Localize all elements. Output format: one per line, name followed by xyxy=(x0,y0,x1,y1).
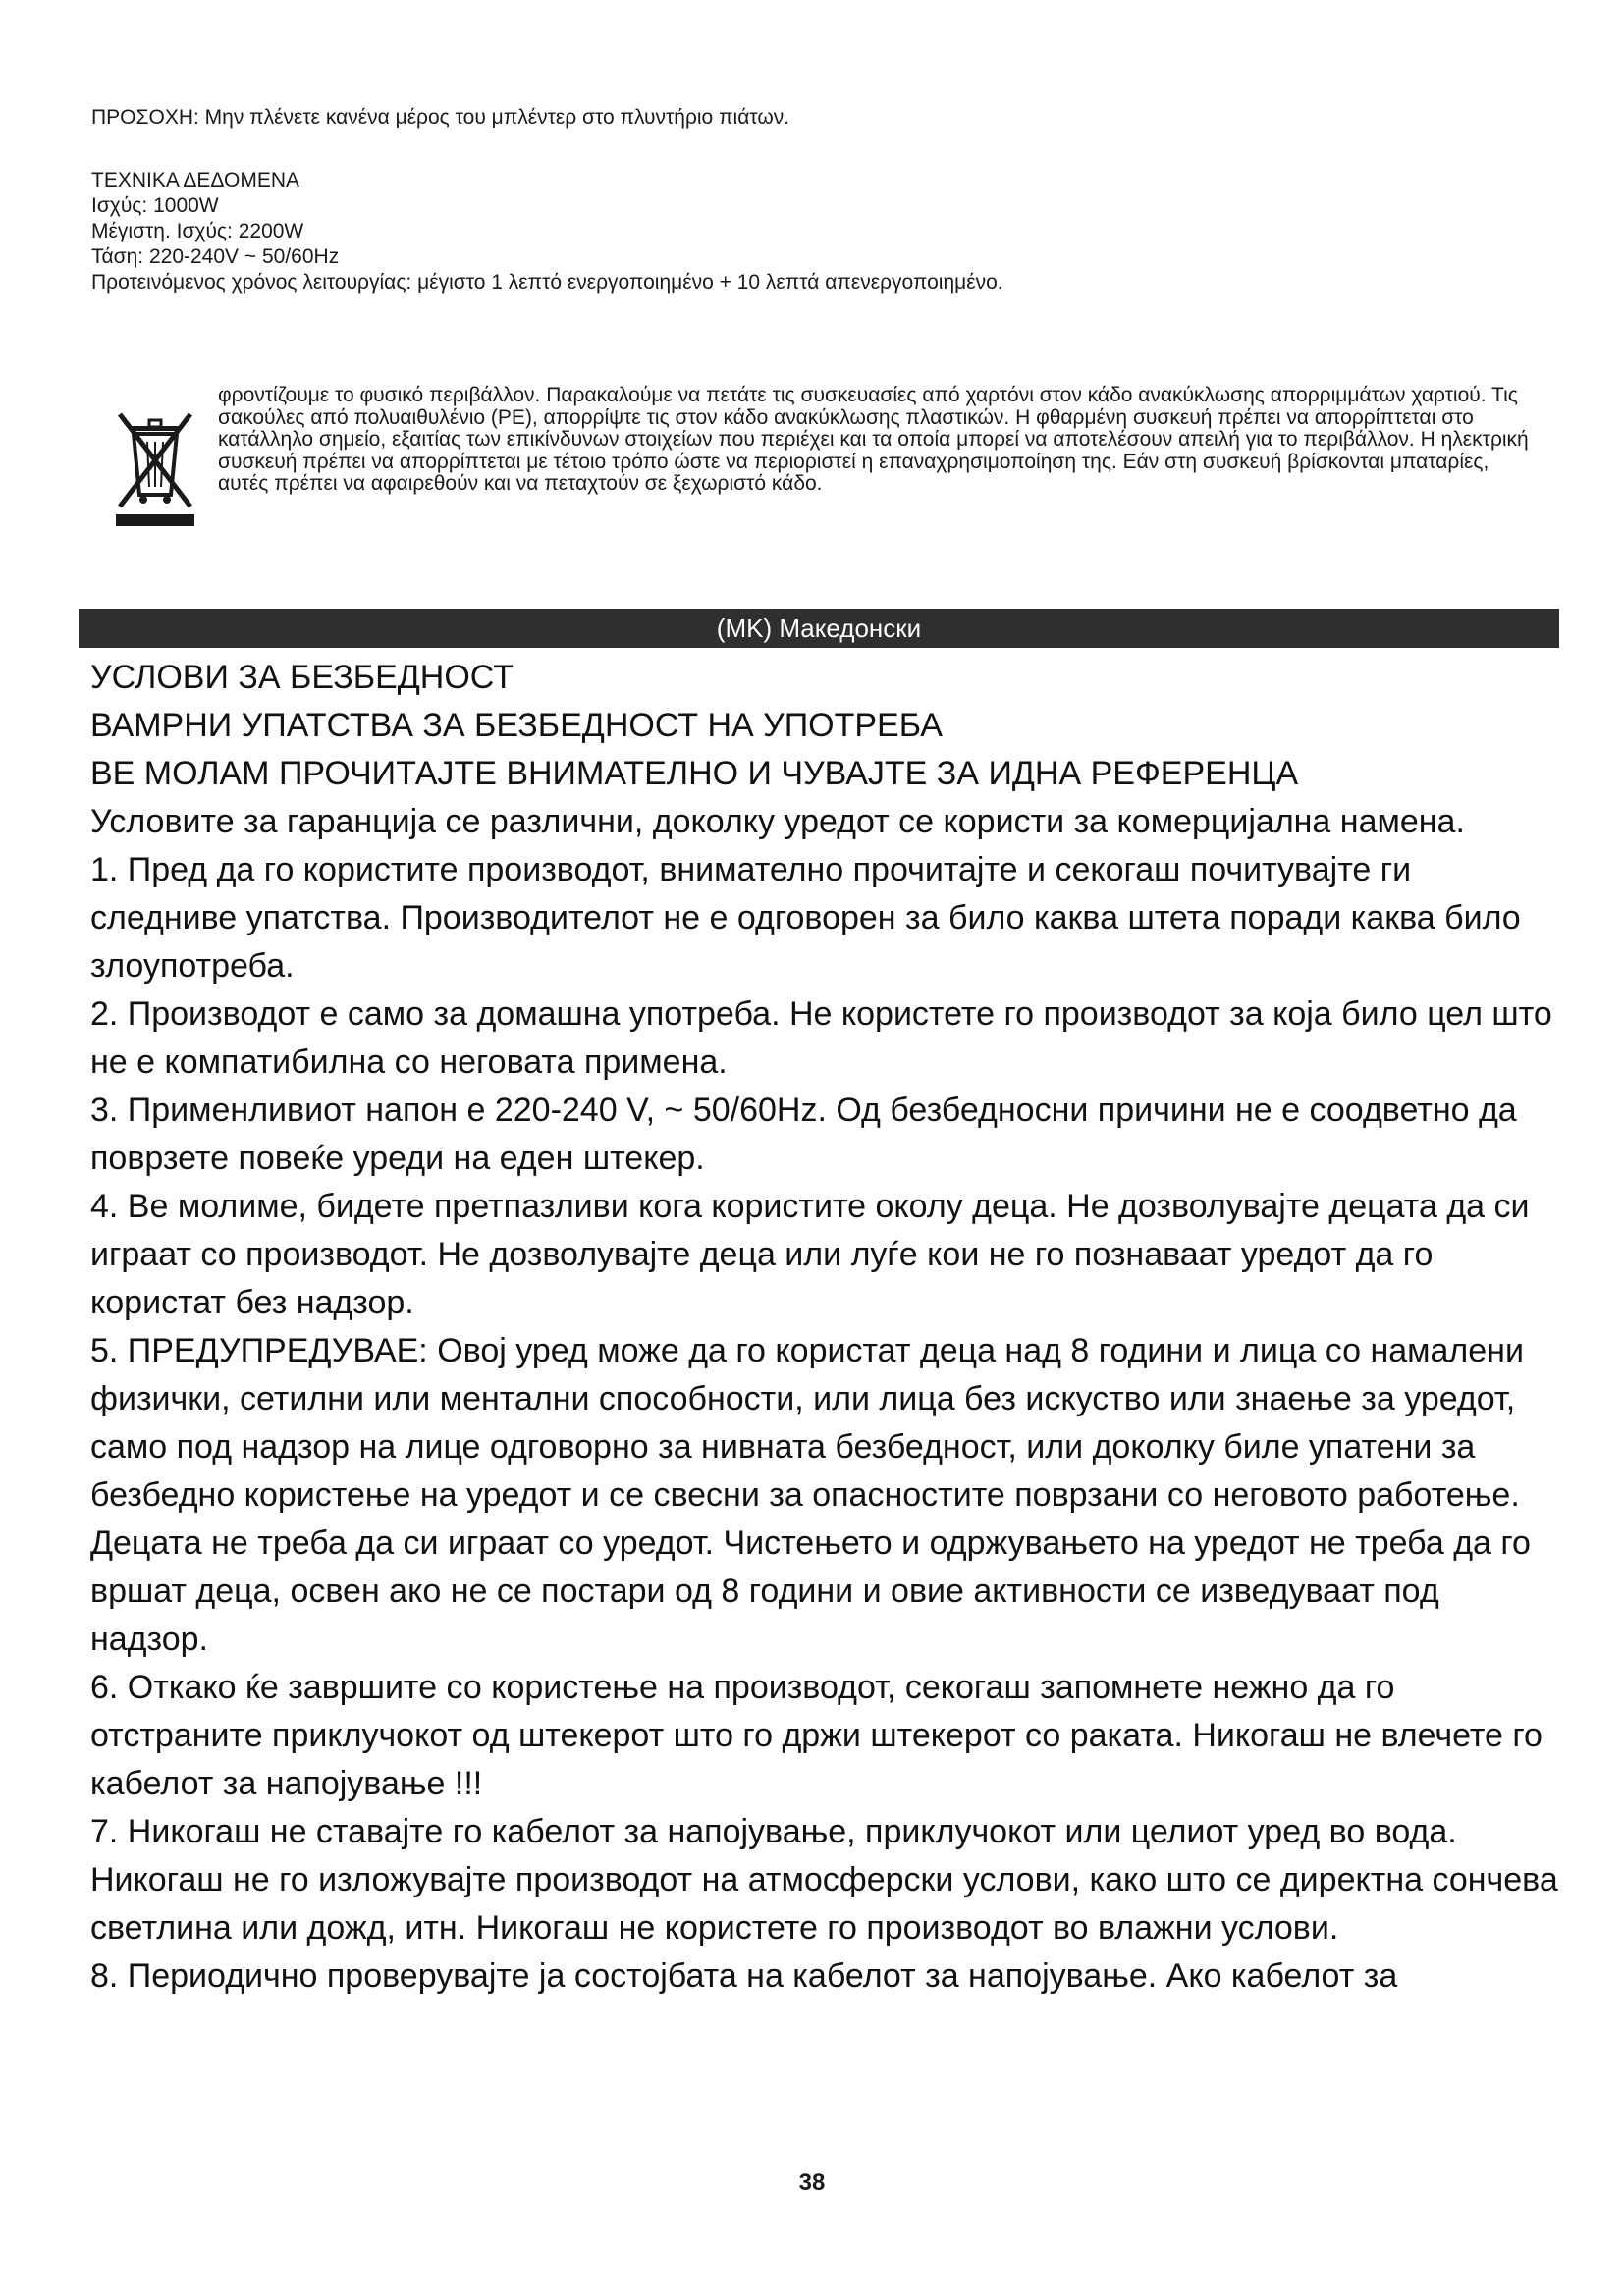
paragraph-item-5: 5. ПРЕДУПРЕДУВАЕ: Овој уред може да го користат деца над 8 години и лица со намалени физички, сетилни или ментални способности, или лица без искуство или знаење за уредот, само под надзор на лице одговорно за нивната безбедност, или доколку биле упатени за безбедно користење на уредот и се свесни за опасностите поврзани со неговото работење. Децата не треба да си играат со уредот. Чистењето и одржувањето на уредот не треба да го вршат деца, освен ако не се постари од 8 години и овие активности се изведуваат под надзор. xyxy=(90,1332,1531,1658)
paragraph-item-4: 4. Ве молиме, бидете претпазливи кога користите околу деца. Не дозволувајте децата да си играат со производот. Не дозволувајте деца или луѓе кои не го познаваат уредот да го користат без надзор. xyxy=(90,1188,1530,1321)
safety-content xyxy=(90,654,1563,2001)
language-header: (MK) Македонски xyxy=(79,609,1559,648)
paragraph-item-1: 1. Пред да го користите производот, внимателно прочитајте и секогаш почитувајте ги следниве упатства. Производителот не е одговорен за било каква штета поради каква било злоупотреба. xyxy=(90,851,1521,985)
tech-power: Ισχύς: 1000W xyxy=(91,194,219,217)
heading-safety-conditions: УСЛОВИ ЗА БЕЗБЕДНОСТ xyxy=(90,659,514,696)
crossed-bin-icon xyxy=(116,410,194,528)
tech-operating-time: Προτεινόμενος χρόνος λειτουργίας: μέγιστο 1 λεπτό ενεργοποιημένο + 10 λεπτά απενεργοποιημένο. xyxy=(91,271,1003,294)
paragraph-warranty: Условите за гаранција се различни, доколку уредот се користи за комерцијална намена. xyxy=(90,803,1465,840)
paragraph-item-6: 6. Откако ќе завршите со користење на производот, секогаш запомнете нежно да го отстраните приклучокот од штекерот што го држи штекерот со раката. Никогаш не влечете го кабелот за напојување !!! xyxy=(90,1669,1543,1802)
tech-max-power: Μέγιστη. Ισχύς: 2200W xyxy=(91,220,304,242)
recycle-paragraph: φροντίζουμε το φυσικό περιβάλλον. Παρακαλούμε να πετάτε τις συσκευασίες από χαρτόνι στον κάδο ανακύκλωσης απορριμμάτων χαρτιού. Τις σακούλες από πολυαιθυλένιο (PE), απορρίψτε τις στον κάδο ανακύκλωσης πλαστικών. Η φθαρμένη συσκευή πρέπει να απορρίπτεται στο κατάλληλο σημείο, εξαιτίας των επικίνδυνων στοιχείων που περιέχει και τα οποία μπορεί να αποτελέσουν απειλή για το περιβάλλον. Η ηλεκτρική συσκευή πρέπει να απορρίπτεται με τέτοιο τρόπο ώστε να περιοριστεί η επαναχρησιμοποίηση της. Εάν στη συσκευή βρίσκονται μπαταρίες, αυτές πρέπει να αφαιρεθούν και να πεταχτούν σε ξεχωριστό κάδο. xyxy=(218,384,1529,495)
greek-warning: ΠΡΟΣΟΧΗ: Μην πλένετε κανένα μέρος του μπλέντερ στο πλυντήριο πιάτων. xyxy=(91,106,790,129)
heading-read-carefully: ВЕ МОЛАМ ПРОЧИТАЈТЕ ВНИМАТЕЛНО И ЧУВАЈТЕ ЗА ИДНА РЕФЕРЕНЦА xyxy=(90,755,1299,792)
paragraph-item-8: 8. Периодично проверувајте ја состојбата на кабелот за напојување. Ако кабелот за xyxy=(90,1957,1398,1995)
tech-voltage: Τάση: 220-240V ~ 50/60Hz xyxy=(91,245,340,268)
tech-data xyxy=(91,167,1564,294)
tech-data-title: ΤΕΧΝΙΚΑ ΔΕΔΟΜΕΝΑ xyxy=(91,169,299,191)
paragraph-item-7: 7. Никогаш не ставајте го кабелот за напојување, приклучокот или целиот уред во вода. Никогаш не го изложувајте производот на атмосферски услови, како што се директна сончева светлина или дожд, итн. Никогаш не користете го производот во влажни услови. xyxy=(90,1813,1558,1947)
paragraph-item-2: 2. Производот е само за домашна употреба. Не користете го производот за која било цел што не е компатибилна со неговата примена. xyxy=(90,995,1552,1081)
paragraph-item-3: 3. Применливиот напон е 220-240 V, ~ 50/60Hz. Од безбедносни причини не е соодветно да поврзете повеќе уреди на еден штекер. xyxy=(90,1092,1517,1177)
heading-important-instructions: ВАМРНИ УПАТСТВА ЗА БЕЗБЕДНОСТ НА УПОТРЕБА xyxy=(90,707,943,744)
page-number: 38 xyxy=(798,2169,826,2196)
